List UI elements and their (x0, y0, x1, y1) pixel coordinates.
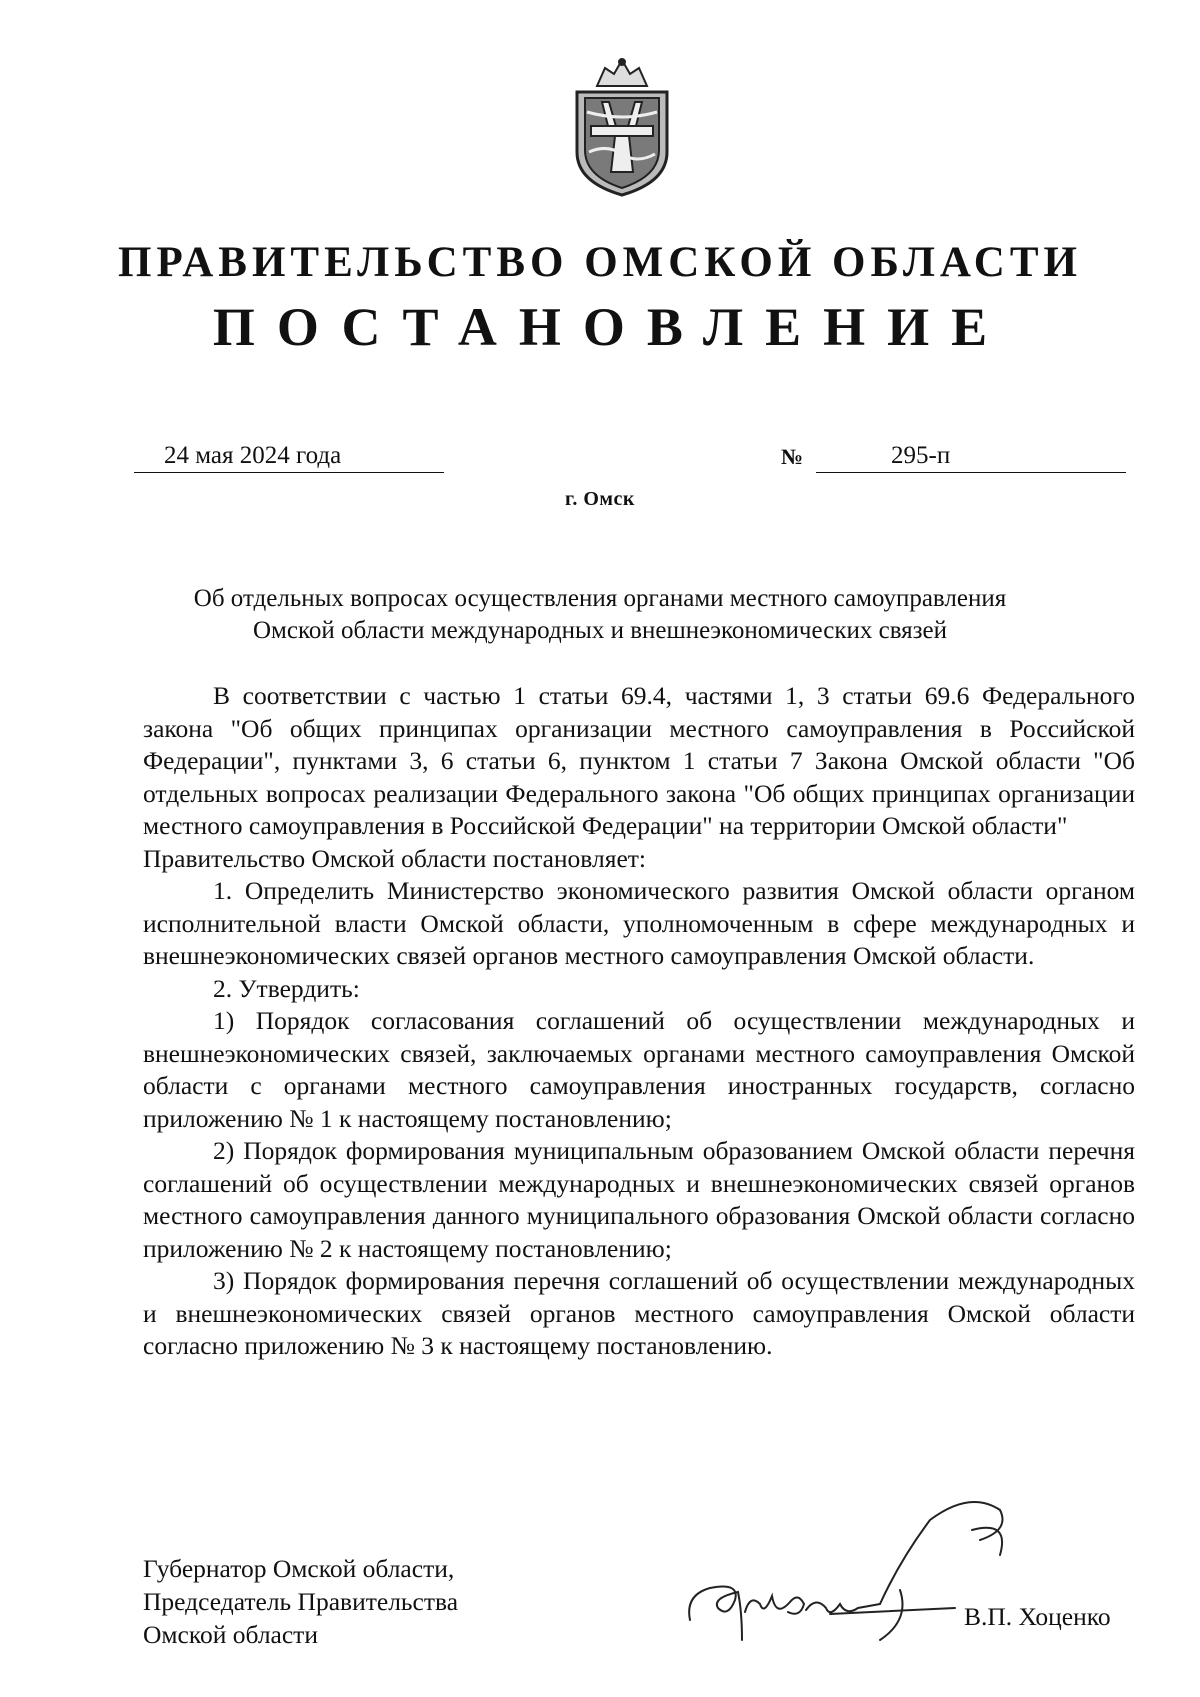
signer-name: В.П. Хоценко (964, 1602, 1111, 1631)
item-2-paragraph: 2. Утвердить: (213, 973, 360, 1003)
signer-title-line-3: Омской области (143, 1620, 318, 1649)
document-body (143, 680, 1135, 1363)
subitem-3-paragraph: 3) Порядок формирования перечня соглашений об осуществлении международных и внешнеэкономических связей органов местного самоуправления Омской области согласно приложению № 3 к настоящему постановлению. (143, 1266, 1135, 1360)
number-label: № (781, 444, 804, 469)
city: г. Омск (565, 488, 635, 510)
subject-line-2: Омской области международных и внешнеэкономических связей (252, 617, 948, 644)
preamble-paragraph: В соответствии с частью 1 статьи 69.4, частями 1, 3 статьи 69.6 Федерального закона "Об общих принципах организации местного самоуправления в Российской Федерации", пунктами 3, 6 статьи 6, пунктом 1 статьи 7 Закона Омской области "Об отдельных вопросах реализации Федерального закона "Об общих принципах организации местного самоуправления в Российской Федерации" на территории Омской области" (143, 681, 1135, 840)
decree-paragraph: Правительство Омской области постановляет: (143, 843, 647, 873)
signer-title-line-2: Председатель Правительства (143, 1587, 459, 1616)
subitem-1-paragraph: 1) Порядок согласования соглашений об осуществлении международных и внешнеэкономических связей, заключаемых органами местного самоуправления Омской области с органами местного самоуправления иностранных государств, согласно приложению № 1 к настоящему постановлению; (143, 1006, 1135, 1133)
subject-line-1: Об отдельных вопросах осуществления органами местного самоуправления (193, 585, 1007, 612)
document-type: ПОСТАНОВЛЕНИЕ (212, 297, 1010, 357)
document-number: 295-п (816, 440, 1126, 473)
handwritten-signature-icon (680, 1500, 1100, 1660)
government-title: ПРАВИТЕЛЬСТВО ОМСКОЙ ОБЛАСТИ (118, 239, 1082, 286)
item-1-paragraph: 1. Определить Министерство экономического развития Омской области органом исполнительной власти Омской области, уполномоченным в сфере международных и внешнеэкономических связей органов местного самоуправления Омской области. (143, 876, 1135, 970)
document-subject (140, 583, 1060, 647)
signer-title-line-1: Губернатор Омской области, (143, 1554, 455, 1583)
signer-title (143, 1552, 458, 1651)
subitem-2-paragraph: 2) Порядок формирования муниципальным образованием Омской области перечня соглашений об осуществлении международных и внешнеэкономических связей органов местного самоуправления данного муниципального образования Омской области согласно приложению № 2 к настоящему постановлению; (143, 1136, 1135, 1263)
document-date: 24 мая 2024 года (134, 440, 444, 473)
coat-of-arms-icon (567, 52, 677, 197)
